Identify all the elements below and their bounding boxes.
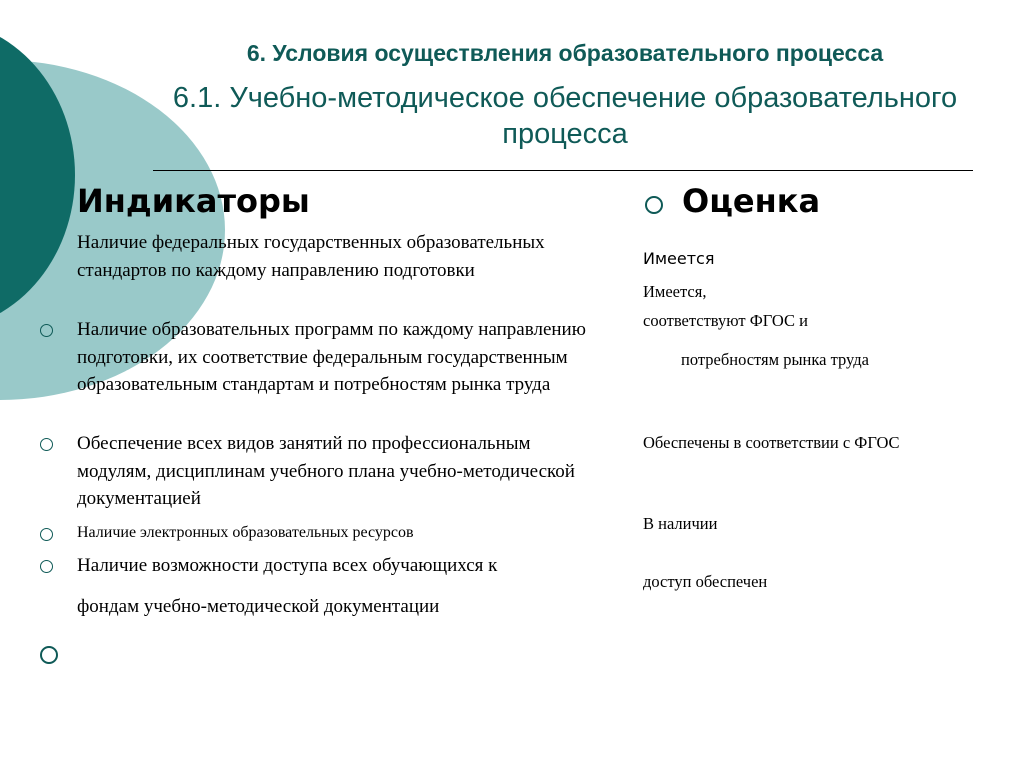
bullet-icon <box>40 528 53 541</box>
slide-subtitle: 6.1. Учебно-методическое обеспечение образовательного процесса <box>172 82 958 150</box>
assessment-value-2-line-2: соответствуют ФГОС и <box>643 311 808 330</box>
bullet-icon <box>645 196 663 214</box>
assessment-value-1: Имеется <box>643 249 715 268</box>
assessment-value-2-line-3: потребностям рынка труда <box>681 350 869 369</box>
indicators-heading: Индикаторы <box>77 182 310 220</box>
slide-title: 6. Условия осуществления образовательного процесса <box>246 40 884 66</box>
indicator-item-3: Обеспечение всех видов занятий по профессиональным модулям, дисциплинам учебного плана учебно-методической документацией <box>77 433 575 509</box>
indicator-item-2: Наличие образовательных программ по каждому направлению подготовки, их соответствие федеральным государственным образовательным стандартам и потребностям рынка труда <box>77 319 586 395</box>
bullet-icon <box>40 646 58 664</box>
indicator-item-5: Наличие возможности доступа всех обучающихся к <box>77 555 498 576</box>
bullet-icon <box>40 438 53 451</box>
assessment-heading: Оценка <box>682 182 821 220</box>
indicator-item-1: Наличие федеральных государственных образовательных стандартов по каждому направлению подготовки <box>77 232 545 281</box>
bullet-icon <box>40 560 53 573</box>
assessment-value-2: Имеется, <box>643 282 707 301</box>
title-divider <box>153 170 973 171</box>
indicator-item-4: Наличие электронных образовательных ресурсов <box>77 524 414 541</box>
assessment-value-5: доступ обеспечен <box>643 572 768 591</box>
indicator-item-5-continued: фондам учебно-методической документации <box>77 596 440 617</box>
assessment-value-3: Обеспечены в соответствии с ФГОС <box>643 433 900 452</box>
assessment-value-4: В наличии <box>643 514 718 533</box>
bullet-icon <box>40 324 53 337</box>
